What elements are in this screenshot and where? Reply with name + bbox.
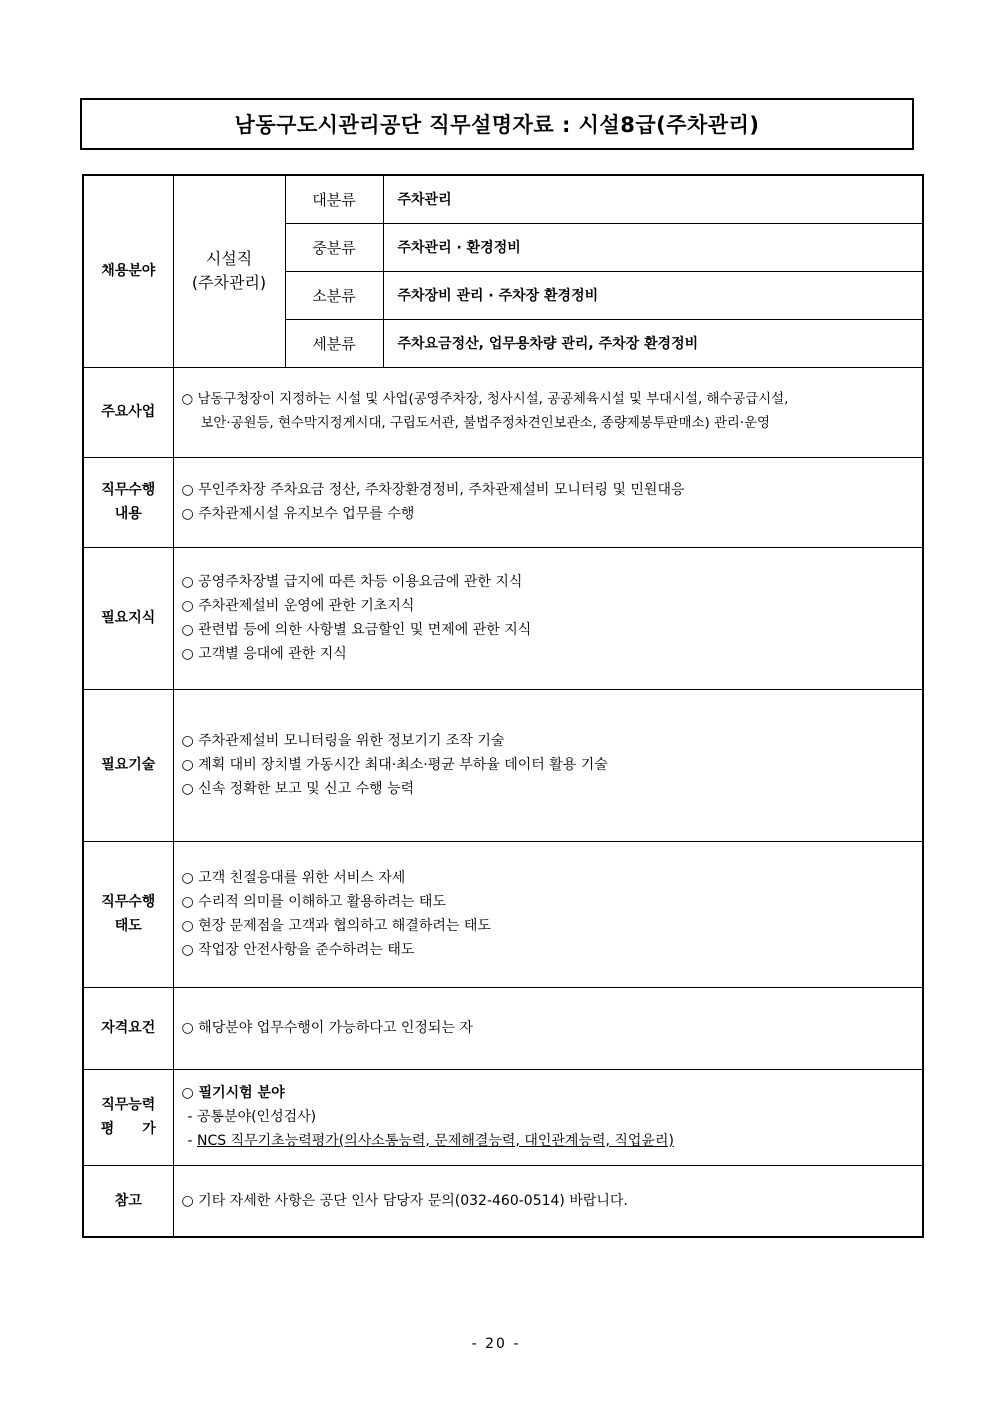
table-row <box>83 1069 923 1165</box>
table-row <box>83 367 923 457</box>
classification-value: 주차요금정산, 업무용차량 관리, 주차장 환경정비 <box>383 319 923 367</box>
evaluation-label-line2: 평 가 <box>100 1121 156 1137</box>
skills-label: 필요기술 <box>83 689 173 841</box>
table-row <box>83 175 923 223</box>
recruitment-label: 채용분야 <box>83 175 173 367</box>
evaluation-heading: ○ 필기시험 분야 <box>181 1085 285 1101</box>
document-title: 남동구도시관리공단 직무설명자료 : 시설8급(주차관리) <box>80 98 914 150</box>
text-line: ○ 남동구청장이 지정하는 시설 및 사업(공영주차장, 청사시설, 공공체육시설 및 부대시설, 해수공급시설, <box>181 392 789 407</box>
classification-value: 주차관리 <box>383 175 923 223</box>
job-category <box>173 175 285 367</box>
evaluation-label-line1: 직무능력 <box>101 1097 156 1113</box>
table-row <box>83 987 923 1069</box>
duties-content <box>173 457 923 547</box>
qualification-content <box>173 987 923 1069</box>
table-row <box>83 841 923 987</box>
attitude-label-line1: 직무수행 <box>101 894 156 910</box>
ncs-evaluation-text: NCS 직무기초능력평가(의사소통능력, 문제해결능력, 대인관계능력, 직업윤리) <box>197 1133 674 1149</box>
table-row <box>83 689 923 841</box>
qualification-label: 자격요건 <box>83 987 173 1069</box>
list-item: ○ 고객별 응대에 관한 지식 <box>181 646 347 662</box>
list-item: ○ 수리적 의미를 이해하고 활용하려는 태도 <box>181 894 446 910</box>
classification-value: 주차장비 관리 · 주차장 환경정비 <box>383 271 923 319</box>
skills-content <box>173 689 923 841</box>
duties-label-line2: 내용 <box>114 506 142 522</box>
list-item: ○ 현장 문제점을 고객과 협의하고 해결하려는 태도 <box>181 918 491 934</box>
list-item <box>182 1129 913 1153</box>
list-item: ○ 신속 정확한 보고 및 신고 수행 능력 <box>181 781 415 797</box>
classification-label: 대분류 <box>285 175 383 223</box>
job-category-line1: 시설직 <box>205 249 253 269</box>
classification-label: 중분류 <box>285 223 383 271</box>
list-item: ○ 기타 자세한 사항은 공단 인사 담당자 문의(032-460-0514) 바랍니다. <box>181 1192 628 1209</box>
job-category-line2: (주차관리) <box>191 273 267 293</box>
knowledge-label: 필요지식 <box>83 547 173 689</box>
reference-content <box>173 1165 923 1237</box>
table-row <box>83 1165 923 1237</box>
evaluation-label <box>83 1069 173 1165</box>
classification-label: 소분류 <box>285 271 383 319</box>
attitude-content <box>173 841 923 987</box>
main-business-content <box>173 367 923 457</box>
knowledge-content <box>173 547 923 689</box>
list-item: ○ 무인주차장 주차요금 정산, 주차장환경정비, 주차관제설비 모니터링 및 민원대응 <box>181 482 685 498</box>
list-item: ○ 관련법 등에 의한 사항별 요금할인 및 면제에 관한 지식 <box>181 622 532 638</box>
list-item: ○ 주차관제설비 운영에 관한 기초지식 <box>181 598 415 614</box>
attitude-label <box>83 841 173 987</box>
duties-label <box>83 457 173 547</box>
text-line: 보안·공원등, 현수막지정게시대, 구립도서관, 불법주정차견인보관소, 종량제봉투판매소) 관리·운영 <box>200 416 770 431</box>
list-item: ○ 공영주차장별 급지에 따른 차등 이용요금에 관한 지식 <box>181 574 523 590</box>
reference-label: 참고 <box>83 1165 173 1237</box>
list-item: ○ 해당분야 업무수행이 가능하다고 인정되는 자 <box>181 1020 473 1036</box>
table-row <box>83 457 923 547</box>
evaluation-content <box>173 1069 923 1165</box>
table-row <box>83 547 923 689</box>
job-description-table <box>82 174 924 1238</box>
attitude-label-line2: 태도 <box>114 918 142 934</box>
main-business-label: 주요사업 <box>83 367 173 457</box>
page-number: - 20 - <box>471 1336 521 1352</box>
duties-label-line1: 직무수행 <box>101 482 156 498</box>
classification-label: 세분류 <box>285 319 383 367</box>
list-item: - 공통분야(인성검사) <box>187 1109 317 1125</box>
item-prefix: - <box>187 1133 198 1149</box>
list-item: ○ 주차관제시설 유지보수 업무를 수행 <box>181 506 415 522</box>
list-item: ○ 작업장 안전사항을 준수하려는 태도 <box>181 942 415 958</box>
list-item: ○ 고객 친절응대를 위한 서비스 자세 <box>181 870 406 886</box>
list-item: ○ 주차관제설비 모니터링을 위한 정보기기 조작 기술 <box>181 733 505 749</box>
list-item: ○ 계획 대비 장치별 가동시간 최대·최소·평균 부하율 데이터 활용 기술 <box>181 757 608 773</box>
classification-value: 주차관리 · 환경정비 <box>383 223 923 271</box>
